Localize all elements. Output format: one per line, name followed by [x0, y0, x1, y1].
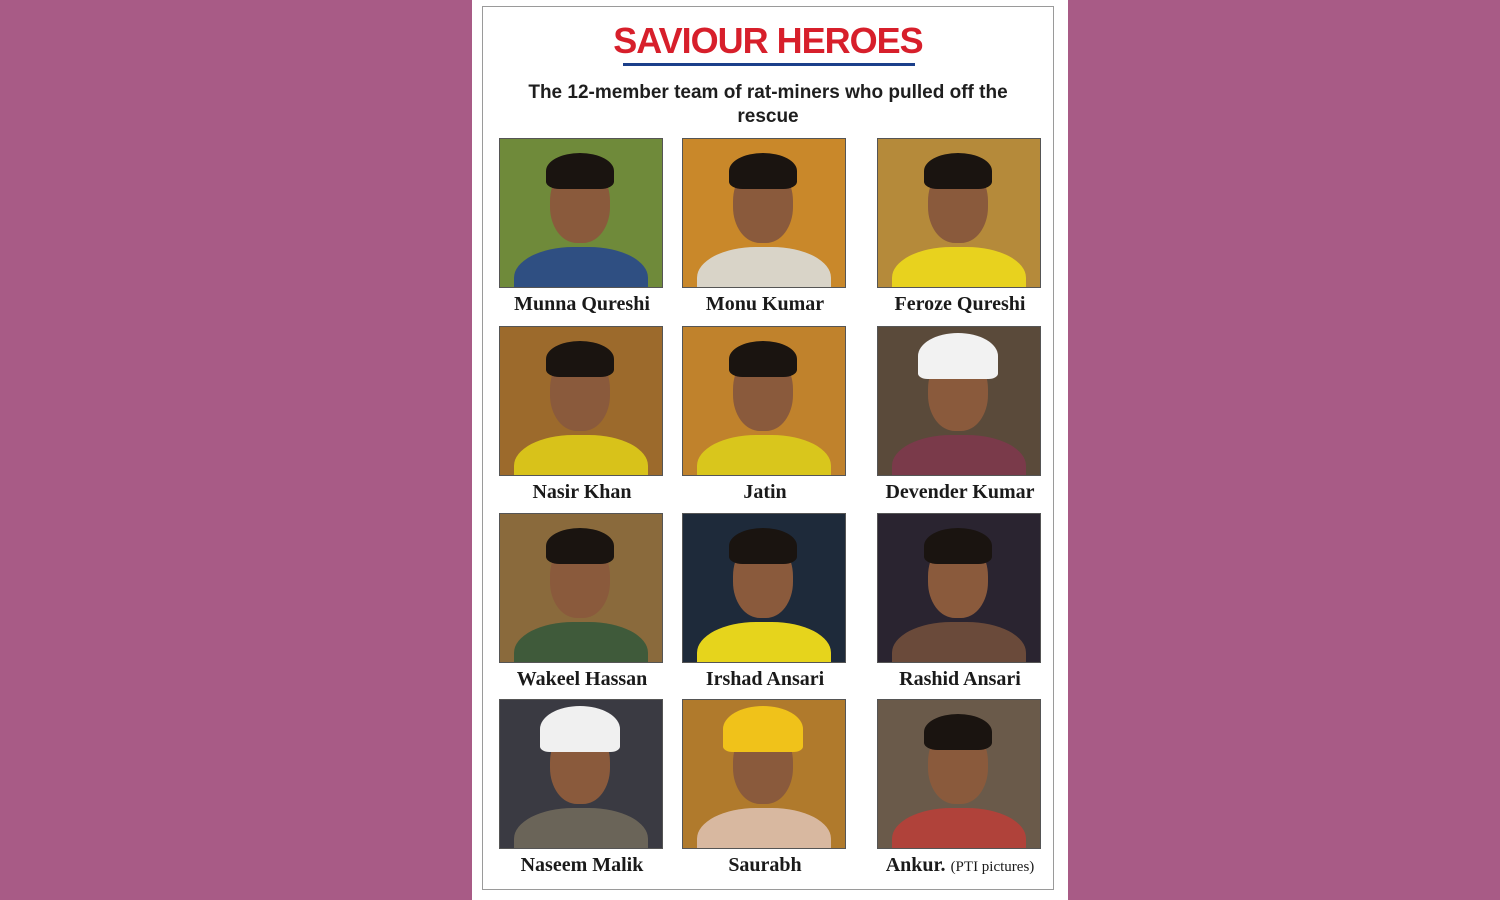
member-photo [499, 326, 663, 476]
member-name: Munna Qureshi [514, 293, 650, 315]
member-card [682, 699, 848, 877]
member-card [682, 326, 848, 504]
member-name: Devender Kumar [885, 481, 1035, 503]
member-name: Naseem Malik [520, 854, 644, 876]
member-name: Ankur. (PTI pictures) [885, 854, 1035, 876]
member-card [682, 138, 848, 316]
member-photo [877, 699, 1041, 849]
member-name: Wakeel Hassan [516, 668, 648, 690]
newspaper-clipping [472, 0, 1068, 900]
member-photo [877, 138, 1041, 288]
member-name: Nasir Khan [532, 481, 632, 503]
member-name: Feroze Qureshi [894, 293, 1026, 315]
member-card [499, 699, 665, 877]
member-photo [682, 326, 846, 476]
member-card [499, 326, 665, 504]
member-card [877, 138, 1043, 316]
member-name: Rashid Ansari [899, 668, 1021, 690]
member-photo [877, 513, 1041, 663]
member-card [877, 513, 1043, 691]
member-photo [499, 699, 663, 849]
member-name: Irshad Ansari [705, 668, 825, 690]
member-card [877, 326, 1043, 504]
member-card [499, 138, 665, 316]
infographic-frame [482, 6, 1054, 890]
member-photo [682, 138, 846, 288]
member-photo [682, 513, 846, 663]
infographic-subtitle: The 12-member team of rat-miners who pulled off the rescue [528, 82, 1008, 127]
member-name: Saurabh [728, 854, 802, 876]
member-photo [499, 513, 663, 663]
member-card [682, 513, 848, 691]
member-name: Monu Kumar [705, 293, 825, 315]
member-photo [682, 699, 846, 849]
member-name: Jatin [743, 481, 787, 503]
photo-credit: (PTI pictures) [950, 859, 1035, 875]
infographic-title: SAVIOUR HEROES [613, 20, 923, 61]
member-card [877, 699, 1043, 879]
member-photo [877, 326, 1041, 476]
member-photo [499, 138, 663, 288]
title-underline [623, 63, 915, 66]
member-card [499, 513, 665, 691]
